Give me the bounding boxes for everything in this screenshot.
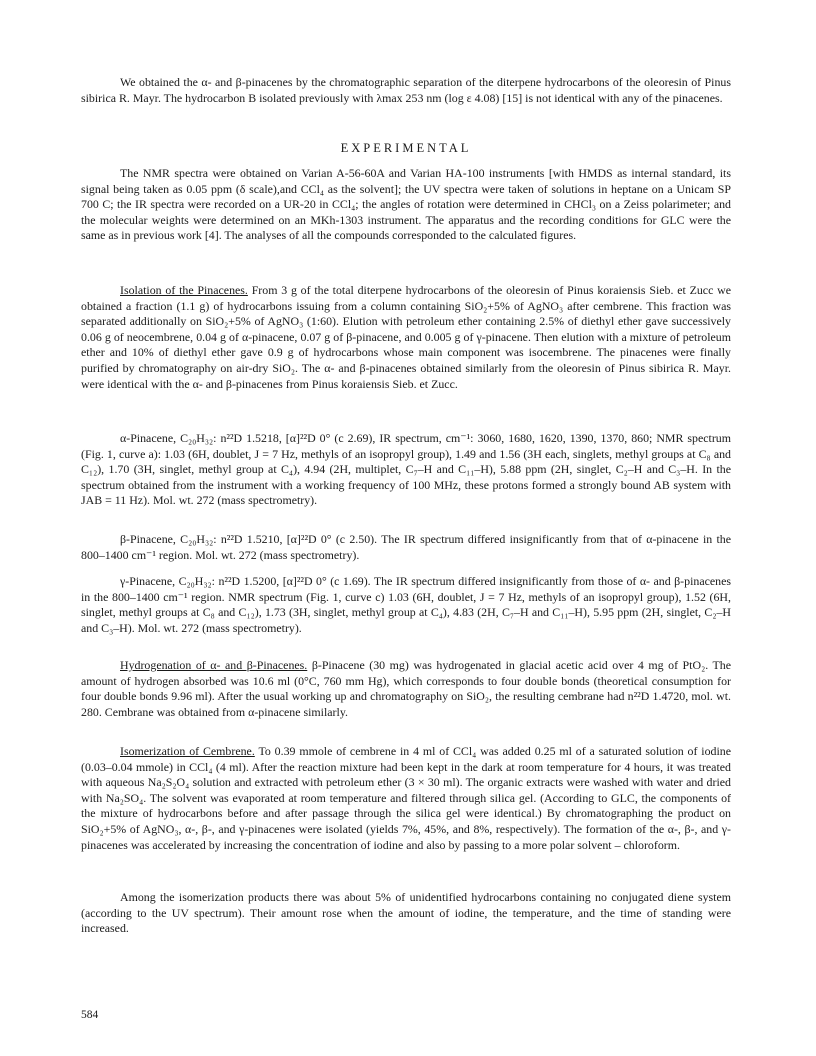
- experimental-paragraph: [81, 166, 731, 244]
- isomerization-paragraph: [81, 744, 731, 853]
- gamma-pinacene-text: γ-Pinacene, C₂₀H₃₂: n²²D 1.5200, [α]²²D 0° (c 1.69). The IR spectrum differed insignificantly from those of α- and β-pinacenes in the 800–1400 cm⁻¹ region. NMR spectrum (Fig. 1, curve c) 1.03 (6H, doublet, J = 7 Hz, methyls of an isopropyl group), 1.52 (6H, singlet, methyl groups at C₈ and C₁₂), 1.73 (3H, singlet, methyl group at C₄), 4.83 (2H, C₇–H and C₁₁–H), 5.95 ppm (2H, singlet, C₂–H and C₃–H). Mol. wt. 272 (mass spectrometry).: [81, 574, 731, 635]
- beta-pinacene-text: β-Pinacene, C₂₀H₃₂: n²²D 1.5210, [α]²²D 0° (c 2.50). The IR spectrum differed insignificantly from that of α-pinacene in the 800–1400 cm⁻¹ region. Mol. wt. 272 (mass spectrometry).: [81, 532, 731, 562]
- hydrogenation-text: β-Pinacene (30 mg) was hydrogenated in glacial acetic acid over 4 mg of PtO₂. The amount of hydrogen absorbed was 10.6 ml (0°C, 760 mm Hg), which corresponds to four double bonds (theoretical consumption for four double bonds 9.96 ml). After the usual working up and chromatography on SiO₂, the resulting cembrane had n²²D 1.4720, mol. wt. 280. Cembrane was obtained from α-pinacene similarly.: [81, 658, 731, 719]
- hydrogenation-title: Hydrogenation of α- and β-Pinacenes.: [120, 658, 308, 672]
- beta-pinacene-paragraph: [81, 532, 731, 563]
- experimental-text: The NMR spectra were obtained on Varian A-56-60A and Varian HA-100 instruments [with HMDS as internal standard, its signal being taken as 0.05 ppm (δ scale),and CCl₄ as the solvent]; the UV spectra were taken of solutions in heptane on a Unicam SP 700 C; the IR spectra were recorded on a UR-20 in CCl₄; the angles of rotation were determined in CHCl₃ on a Zeiss polarimeter; and the molecular weights were determined on an MKh-1303 instrument. The apparatus and the recording conditions for GLC were the same as in previous work [4]. The analyses of all the compounds corresponded to the calculated figures.: [81, 166, 731, 243]
- isomerization-text: To 0.39 mmole of cembrene in 4 ml of CCl₄ was added 0.25 ml of a saturated solution of iodine (0.03–0.04 mmole) in CCl₄ (4 ml). After the reaction mixture had been kept in the dark at room temperature for 4 hours, it was treated with aqueous Na₂S₂O₄ solution and extracted with petroleum ether (3 × 30 ml). The organic extracts were washed with water and dried with Na₂SO₄. The solvent was evaporated at room temperature and filtered through silica gel. (According to GLC, the components of the mixture of hydrocarbons before and after passage through the silica gel were identical.) By chromatographing the product on SiO₂+5% of AgNO₃, α-, β-, and γ-pinacenes were isolated (yields 7%, 45%, and 8%, respectively). The formation of the α-, β-, and γ-pinacenes was accelerated by increasing the concentration of iodine and also by passing to a more polar solvent – chloroform.: [81, 744, 732, 852]
- intro-paragraph: [81, 75, 731, 106]
- final-paragraph: [81, 890, 731, 937]
- intro-text: We obtained the α- and β-pinacenes by the chromatographic separation of the diterpene hydrocarbons of the oleoresin of Pinus sibirica R. Mayr. The hydrocarbon B isolated previously with λmax 253 nm (log ε 4.08) [15] is not identical with any of the pinacenes.: [81, 75, 731, 105]
- isolation-title: Isolation of the Pinacenes.: [120, 283, 248, 297]
- alpha-pinacene-paragraph: [81, 431, 731, 509]
- gamma-pinacene-paragraph: [81, 574, 731, 636]
- section-heading: EXPERIMENTAL: [340, 141, 472, 155]
- isolation-paragraph: [81, 283, 731, 392]
- hydrogenation-paragraph: [81, 658, 731, 720]
- isolation-text: From 3 g of the total diterpene hydrocarbons of the oleoresin of Pinus koraiensis Sieb. et Zucc we obtained a fraction (1.1 g) of hydrocarbons issuing from a column containing SiO₂+5% of AgNO₃ after cembrene. This fraction was separated additionally on SiO₂+5% of AgNO₃ (1:60). Elution with petroleum ether containing 2.5% of diethyl ether gave successively 0.06 g of neocembrene, 0.04 g of α-pinacene, 0.07 g of β-pinacene, and 0.005 g of γ-pinacene. Then elution with a mixture of petroleum ether and 10% of diethyl ether gave 0.9 g of hydrocarbons whose main component was isocembrene. The pinacenes were finally purified by chromatography on air-dry SiO₂. The α- and β-pinacenes obtained similarly from the oleoresin of Pinus sibirica R. Mayr. were identical with the α- and β-pinacenes from Pinus koraiensis Sieb. et Zucc.: [81, 283, 731, 391]
- page-number: 584: [81, 1009, 99, 1021]
- isomerization-title: Isomerization of Cembrene.: [120, 744, 255, 758]
- alpha-pinacene-text: α-Pinacene, C₂₀H₃₂: n²²D 1.5218, [α]²²D 0° (c 2.69), IR spectrum, cm⁻¹: 3060, 1680, 1620, 1390, 1370, 860; NMR spectrum (Fig. 1, curve a): 1.03 (6H, doublet, J = 7 Hz, methyls of an isopropyl group), 1.49 and 1.56 (3H each, singlets, methyl groups at C₈ and C₁₂), 1.70 (3H, singlet, methyl group at C₄), 4.94 (2H, multiplet, C₇–H and C₁₁–H), 5.88 ppm (2H, singlet, C₂–H and C₃–H. In the spectrum obtained from the instrument with a working frequency of 100 MHz, these protons formed a strongly bound AB system with JAB = 11 Hz). Mol. wt. 272 (mass spectrometry).: [81, 431, 731, 508]
- final-text: Among the isomerization products there was about 5% of unidentified hydrocarbons containing no conjugated diene system (according to the UV spectrum). Their amount rose when the amount of iodine, the temperature, and the time of standing were increased.: [81, 890, 731, 936]
